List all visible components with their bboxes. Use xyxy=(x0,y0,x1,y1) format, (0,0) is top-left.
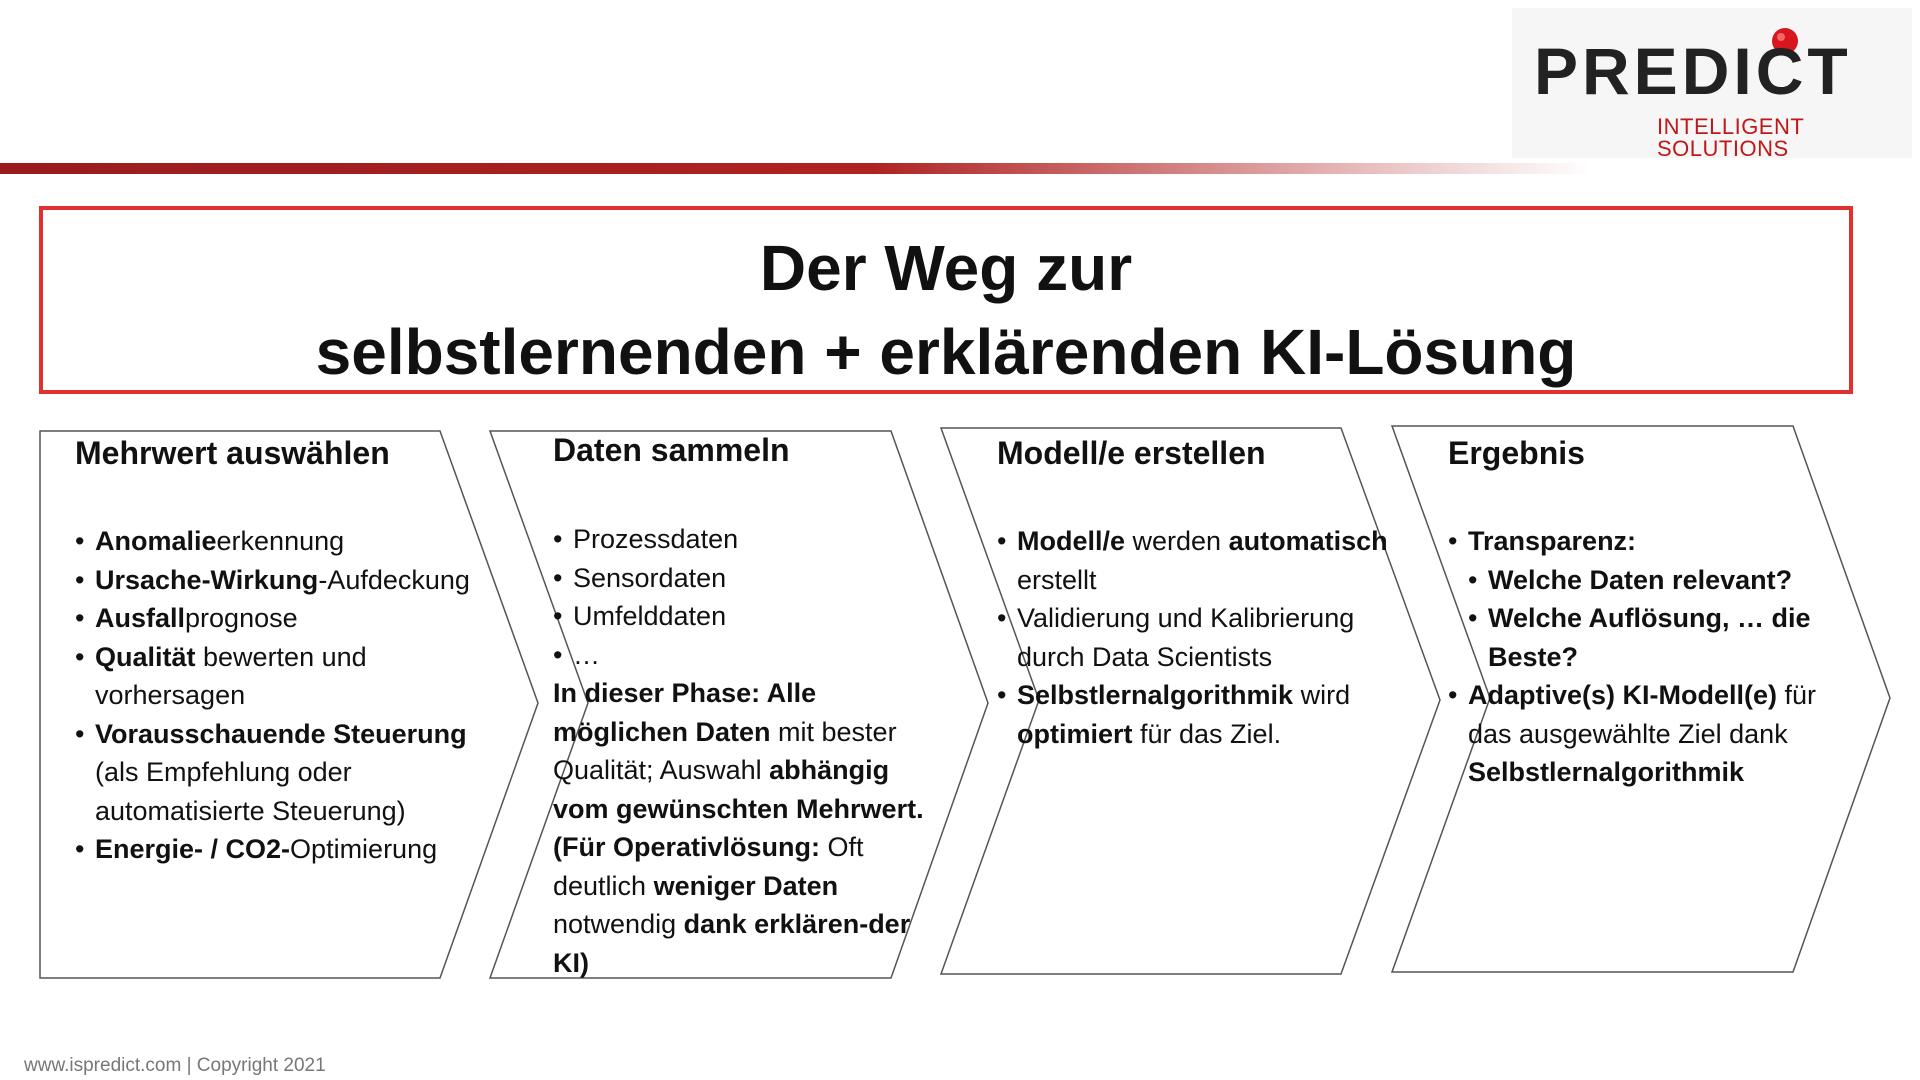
list-item: • Selbstlernalgorithmik wird optimiert für das Ziel. xyxy=(997,676,1407,753)
list-item: • Prozessdaten xyxy=(553,520,948,559)
logo-tagline: INTELLIGENT SOLUTIONS xyxy=(1657,114,1804,161)
list-item: • Sensordaten xyxy=(553,559,948,598)
page-title-line-2: selbstlernenden + erklärenden KI-Lösung xyxy=(315,316,1577,388)
step-1-title: Mehrwert auswählen xyxy=(75,435,390,471)
step-3-content xyxy=(997,522,1407,753)
step-3-title: Modell/e erstellen xyxy=(997,435,1266,471)
list-item: • Vorausschauende Steuerung (als Empfehlung oder automatisierte Steuerung) xyxy=(75,715,495,831)
list-item: • Ursache-Wirkung-Aufdeckung xyxy=(75,561,495,600)
step-2-title: Daten sammeln xyxy=(553,432,790,468)
list-item: • Modell/e werden automatisch erstellt xyxy=(997,522,1407,599)
step-4-title: Ergebnis xyxy=(1448,435,1585,471)
step-2-content xyxy=(553,520,948,982)
footer-copyright: www.ispredict.com | Copyright 2021 xyxy=(24,1055,326,1076)
phase-note: In dieser Phase: Alle möglichen Daten mit bester Qualität; Auswahl abhängig vom gewünschten Mehrwert. (Für Operativlösung: Oft deutlich weniger Daten notwendig dank erklären-der KI) xyxy=(553,678,924,978)
list-item: • … xyxy=(553,636,948,675)
step-4-content xyxy=(1448,522,1843,792)
step-1-content xyxy=(75,522,495,869)
list-item: • Welche Daten relevant? xyxy=(1448,561,1843,600)
page-title-line-1: Der Weg zur xyxy=(759,232,1133,304)
list-item: • Ausfallprognose xyxy=(75,599,495,638)
list-item: • Validierung und Kalibrierung durch Data Scientists xyxy=(997,599,1407,676)
list-item: • Welche Auflösung, … die Beste? xyxy=(1448,599,1843,676)
list-item: • Qualität bewerten und vorhersagen xyxy=(75,638,495,715)
list-item: • Umfelddaten xyxy=(553,597,948,636)
list-item: • Anomalieerkennung xyxy=(75,522,495,561)
list-item: • Transparenz: xyxy=(1448,522,1843,561)
list-item: • Energie- / CO2-Optimierung xyxy=(75,830,495,869)
list-item: • Adaptive(s) KI-Modell(e) für das ausgewählte Ziel dank Selbstlernalgorithmik xyxy=(1448,676,1843,792)
logo-wordmark: PREDICT xyxy=(1534,34,1852,108)
